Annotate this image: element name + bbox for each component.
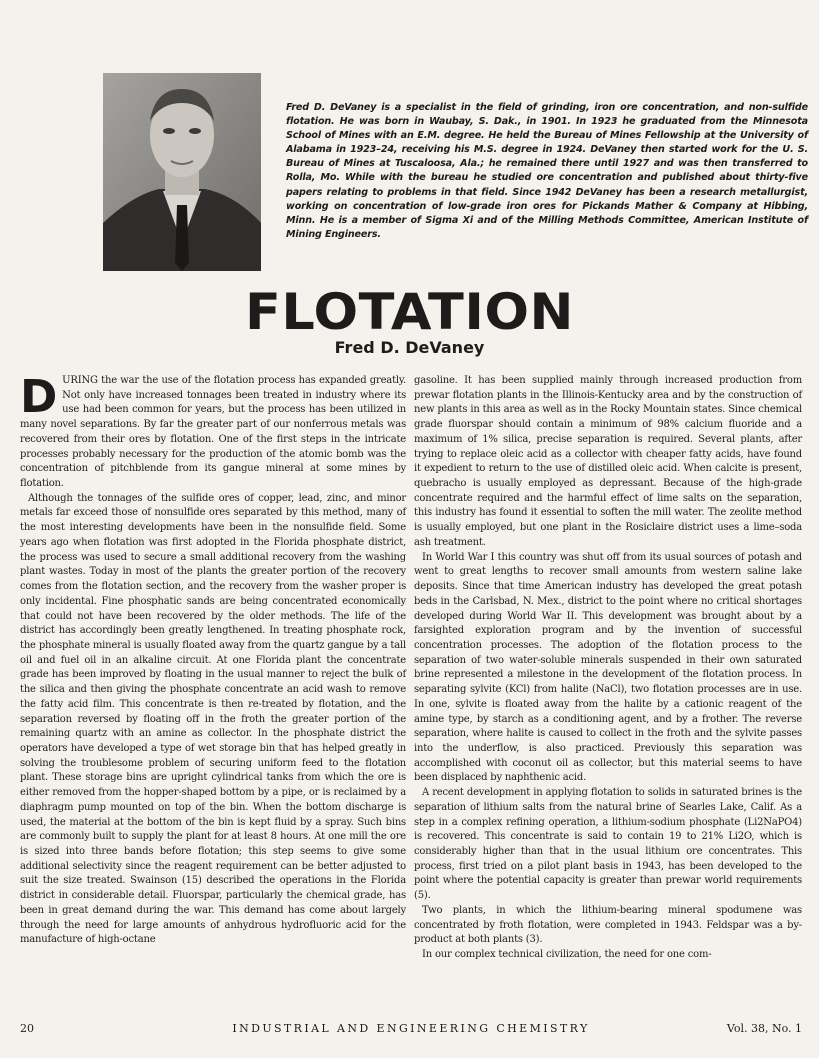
journal-name: INDUSTRIAL AND ENGINEERING CHEMISTRY (232, 1022, 590, 1035)
paragraph: A recent development in applying flotation to solids in saturated brines is the separation of lithium salts from the natural brine of Searles Lake, Calif. As a step in a complex refining operation, a lithium-sodium phosphate (Li2NaPO4) is recovered. This concentrate is said to contain 19 to 21% Li2O, which is considerably higher than that in the usual lithium ore concentrates. This process, first tried on a pilot plant basis in 1943, has been developed to the point where the potential capacity is greater than prewar world requirements (5). (414, 787, 802, 902)
volume-info: Vol. 38, No. 1 (726, 1022, 802, 1035)
author-bio: Fred D. DeVaney is a specialist in the field of grinding, iron ore concentration, and non-sulfide flotation. He was born in Waubay, S. Dak., in 1901. In 1923 he graduated from the Minnesota School of Mines with an E.M. degree. He held the Bureau of Mines Fellowship at the University of Alabama in 1923–24, receiving his M.S. degree in 1924. DeVaney then started work for the U. S. Bureau of Mines at Tuscaloosa, Ala.; he remained there until 1927 and was then transferred to Rolla, Mo. While with the bureau he studied ore concentration and published about thirty-five papers relating to problems in that field. Since 1942 DeVaney has been a research metallurgist, working on concentration of low-grade iron ores for Pickands Mather & Company at Hibbing, Minn. He is a member of Sigma Xi and of the Milling Methods Committee, American Institute of Mining Engineers. (286, 102, 808, 240)
page-number: 20 (20, 1022, 34, 1035)
left-column (20, 370, 406, 948)
right-column (414, 374, 802, 963)
paragraph-text: URING the war the use of the flotation process has expanded greatly. Not only have increased tonnages been treated in industry where its use had been common for years, but the process has been utilized in many novel separations. By far the greater part of our nonferrous metals was recovered from their ores by flotation. One of the first steps in the intricate processes probably necessary for the production of the atomic bomb was the concentration of pitchblende from its gangue mineral at some mines by flotation. (20, 375, 406, 490)
portrait-image (103, 73, 261, 271)
article-title: FLOTATION (244, 283, 575, 341)
paragraph: In our complex technical civilization, the need for one com- (422, 949, 712, 961)
paragraph: Two plants, in which the lithium-bearing mineral spodumene was concentrated by froth flotation, were completed in 1943. Feldspar was a by-product at both plants (3). (414, 904, 802, 946)
author-portrait (103, 73, 261, 271)
paragraph: gasoline. It has been supplied mainly through increased production from prewar flotation plants in the Illinois-Kentucky area and by the construction of new plants in this area as well as in the Rocky Mountain states. Since chemical grade fluorspar should contain a minimum of 98% calcium fluoride and a maximum of 1% silica, precise separation is required. Several plants, after trying to replace oleic acid as a collector with cheaper fatty acids, have found it expedient to return to the use of distilled oleic acid. When calcite is present, quebracho is usually employed as depressant. Because of the high-grade concentrate required and the harmful effect of lime salts on the separation, this industry has found it essential to soften the mill water. The zeolite method is usually employed, but one plant in the Rosiclaire district uses a lime–soda ash treatment. (414, 375, 802, 548)
article-author: Fred D. DeVaney (334, 338, 485, 357)
paragraph: In World War I this country was shut off from its usual sources of potash and went to great lengths to recover small amounts from western saline lake deposits. Since that time American industry has developed the great potash beds in the Carlsbad, N. Mex., district to the point where no critical shortages developed during World War II. This development was brought about by a farsighted exploration program and by the invention of successful concentration processes. The adoption of the flotation process to the separation of two water-soluble minerals suspended in their own saturated brine represented a milestone in the development of the flotation process. In separating sylvite (KCl) from halite (NaCl), two flotation processes are in use. In one, sylvite is floated away from the halite by a cationic reagent of the amine type, by starch as a conditioning agent, and by a frother. The reverse separation, where halite is caused to collect in the froth and the sylvite passes into the underflow, is also practiced. Previously this separation was accomplished with coconut oil as collector, but this material seems to have been displaced by naphthenic acid. (414, 551, 802, 784)
paragraph: Although the tonnages of the sulfide ores of copper, lead, zinc, and minor metals far exceed those of nonsulfide ores separated by this method, many of the most interesting developments have been in the nonsulfide field. Some years ago when flotation was first adopted in the Florida phosphate district, the process was used to secure a small additional recovery from the washing plant wastes. Today in most of the plants the greater portion of the recovery comes from the flotation section, and the recovery from the washer proper is only incidental. Fine phosphatic sands are being concentrated economically that could not have been recovered by the older methods. The life of the district has accordingly been greatly lengthened. In treating phosphate rock, the phosphate mineral is usually floated away from the quartz gangue by a tall oil and fuel oil in an alkaline circuit. At one Florida plant the concentrate grade has been improved by floating in the usual manner to reject the bulk of the silica and then giving the phosphate concentrate an acid wash to remove the fatty acid film. This concentrate is then re-treated by flotation, and the separation reversed by floating off in the froth the greater portion of the remaining quartz with an amine as collector. In the phosphate district the operators have developed a type of wet storage bin that has helped greatly in solving the troublesome problem of securing uniform feed to the flotation plant. These storage bins are upright cylindrical tanks from which the ore is either removed from the hopper-shaped bottom by a pipe, or is reclaimed by a diaphragm pump mounted on top of the bin. When the bottom discharge is used, the material at the bottom of the bin is kept fluid by a spray. Such bins are commonly built to supply the plant for at least 8 hours. At one mill the ore is sized into three bands before flotation; this step seems to give some additional selectivity since the reagent requirement can be better adjusted to suit the size treated. Swainson (15) described the operations in the Florida district in considerable detail. Fluorspar, particularly the chemical grade, has been in great demand during the war. This demand has come about largely through the need for large amounts of anhydrous hydrofluoric acid for the manufacture of high-octane (20, 492, 406, 946)
paragraph (20, 370, 406, 492)
drop-cap: D (20, 370, 58, 423)
